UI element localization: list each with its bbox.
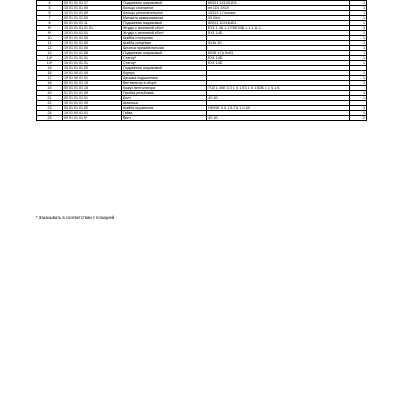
cell-code: 19 01 01 01 01 <box>63 56 122 61</box>
parts-table-body <box>37 1 367 121</box>
footnote: * Заказывать в соответствии с позицией <box>36 215 115 220</box>
cell-code: 00 01 01 01 19 <box>63 81 122 86</box>
cell-pos: 22 <box>37 101 63 106</box>
cell-pos: 7 <box>37 16 63 21</box>
cell-code: 15 01 01 01 01 <box>63 61 122 66</box>
cell-code: 15 01 01 01 01 <box>63 31 122 36</box>
cell-qty: 1 <box>350 106 367 111</box>
cell-name: Подшипник шариковый <box>122 1 207 6</box>
cell-name: Корпус <box>122 71 207 76</box>
cell-name: Кольцо стопорное <box>122 6 207 11</box>
cell-name: Жгуды с земляной сбоч* <box>122 31 207 36</box>
cell-note: 9Х Вп4 <box>207 16 350 21</box>
cell-code: 19 01 00 01 01 <box>63 111 122 116</box>
cell-note: ЕХ1 1 4D 1 1 РDЕЗ4Б 1 1 1 11 1 <box>207 26 350 31</box>
cell-pos: 5 <box>37 6 63 11</box>
cell-note: 10Х13 1 Гостиин <box>207 11 350 16</box>
cell-pos: 10 <box>37 36 63 41</box>
cell-qty: 1 <box>350 16 367 21</box>
cell-qty: 1 <box>350 61 367 66</box>
cell-note: ЕХ1 14D <box>207 56 350 61</box>
cell-name: Подшипник шариковый <box>122 21 207 26</box>
cell-code: 00 01 01 01 11 <box>63 21 122 26</box>
cell-pos: 13 <box>37 51 63 56</box>
cell-note: НЕ0ЧЕ 4 Ч 1 Б ТЧ 1 Ч 1Б <box>207 106 350 111</box>
cell-code: 19 01 01 01 00 <box>63 46 122 51</box>
cell-qty: 1 <box>350 36 367 41</box>
parts-table <box>36 0 367 121</box>
cell-pos: 11 <box>37 41 63 46</box>
cell-code: 19 01 01 01 00 <box>63 101 122 106</box>
cell-name: Манжета армированная <box>122 16 207 21</box>
cell-note: 4Ч 1Б <box>207 96 350 101</box>
cell-code: 19 01 01 01 06 <box>63 51 122 56</box>
cell-code: 19 01 01 01 00 <box>63 41 122 46</box>
cell-qty: 1 <box>350 56 367 61</box>
cell-note: 600Х1 1Х13Х1D1 <box>207 1 350 6</box>
cell-code: 19 01 00 01 01 <box>63 76 122 81</box>
cell-pos: 25 <box>37 116 63 121</box>
cell-pos: 23 <box>37 106 63 111</box>
cell-pos: 16 <box>37 71 63 76</box>
cell-qty: 1 <box>350 41 367 46</box>
cell-name: Подшипник шариковый <box>122 66 207 71</box>
cell-name: Статор* <box>122 56 207 61</box>
table-row <box>37 116 367 121</box>
cell-code: 15 01 01 01 00 <box>63 6 122 11</box>
cell-pos: 4 <box>37 1 63 6</box>
cell-pos: 19 <box>37 86 63 91</box>
cell-name: Пробка резьбовая <box>122 91 207 96</box>
cell-code: 00 01 01 01 01 <box>63 96 122 101</box>
cell-code: 00 01 01 01 17 <box>63 1 122 6</box>
cell-name: Винт <box>122 116 207 121</box>
cell-pos: 17 <box>37 76 63 81</box>
cell-name: Кольцо уплотнительное <box>122 11 207 16</box>
cell-pos: 12 <box>37 46 63 51</box>
cell-qty: 1 <box>350 31 367 36</box>
cell-note: пп 1D1 3Х19 <box>207 6 350 11</box>
cell-name: Шайба пружинная <box>122 106 207 111</box>
cell-qty: 1 <box>350 51 367 56</box>
cell-name: Гайка <box>122 111 207 116</box>
cell-note: 600Х1 10Х1Б4Б1 <box>207 21 350 26</box>
cell-note: 4Ч 1Б <box>207 116 350 121</box>
cell-code: 01 01 01 01 00 <box>63 91 122 96</box>
cell-qty: 1 <box>350 76 367 81</box>
cell-qty: 1 <box>350 6 367 11</box>
cell-qty: 1 <box>350 46 367 51</box>
cell-pos: 24 <box>37 111 63 116</box>
cell-pos: 14* <box>37 56 63 61</box>
cell-name: Шайба стопорная <box>122 36 207 41</box>
cell-pos: 21 <box>37 96 63 101</box>
cell-code: 10 01 01 01 00 <box>63 11 122 16</box>
cell-code: 00 01 01 01 00 <box>63 16 122 21</box>
cell-note: ЕХ1 14D <box>207 31 350 36</box>
cell-qty: 1 <box>350 81 367 86</box>
cell-code: 00 01 01 01 0* <box>63 116 122 121</box>
cell-name: Жгуды с земляной сбоч* <box>122 26 207 31</box>
cell-code: 00 01 01 01 00 <box>63 106 122 111</box>
cell-note: ТЧЗ 1 ЗЧЕ 3 З 1 Ч 1 ЕЗ 1 Ч 1 БЗБ 1 1 Ч 1 Б <box>207 86 350 91</box>
cell-note: ЕХ1 14D <box>207 61 350 66</box>
cell-code: 19 01 01 01 00 <box>63 36 122 41</box>
cell-note: 601Б 1 Гр Бчб1 <box>207 51 350 56</box>
cell-code: 00 01 01 01 15 <box>63 86 122 91</box>
cell-pos: 14* <box>37 61 63 66</box>
cell-pos: 9* <box>37 26 63 31</box>
cell-qty: 1 <box>350 11 367 16</box>
cell-name: Кожух вентилятора <box>122 86 207 91</box>
cell-pos: 9* <box>37 31 63 36</box>
cell-qty: 1 <box>350 91 367 96</box>
cell-name: Шпилька <box>122 101 207 106</box>
cell-pos: 20 <box>37 91 63 96</box>
cell-pos: 15 <box>37 66 63 71</box>
cell-code: 19 01 01 01 00 <box>63 66 122 71</box>
cell-qty: 1 <box>350 26 367 31</box>
cell-name: Крышка подшипника <box>122 76 207 81</box>
cell-name: Шайба концевая <box>122 41 207 46</box>
cell-name: Подшипник шариковый <box>122 51 207 56</box>
cell-name: Статор* <box>122 61 207 66</box>
cell-pos: 18 <box>37 81 63 86</box>
cell-name: Вентилятор в сборе <box>122 81 207 86</box>
cell-code: 19 01 00 01 00 <box>63 71 122 76</box>
cell-pos: 6 <box>37 11 63 16</box>
cell-qty: 1 <box>350 96 367 101</box>
cell-name: Болт <box>122 96 207 101</box>
cell-note: Sx1b 1D <box>207 41 350 46</box>
cell-qty: 1 <box>350 71 367 76</box>
cell-qty: 1 <box>350 111 367 116</box>
cell-qty: 2 <box>350 116 367 121</box>
cell-code: 19 01 01 01 01 01 <box>63 26 122 31</box>
cell-qty: 1 <box>350 21 367 26</box>
cell-pos: 8 <box>37 21 63 26</box>
cell-qty: 1 <box>350 1 367 6</box>
cell-name: Шпонка призматическая <box>122 46 207 51</box>
